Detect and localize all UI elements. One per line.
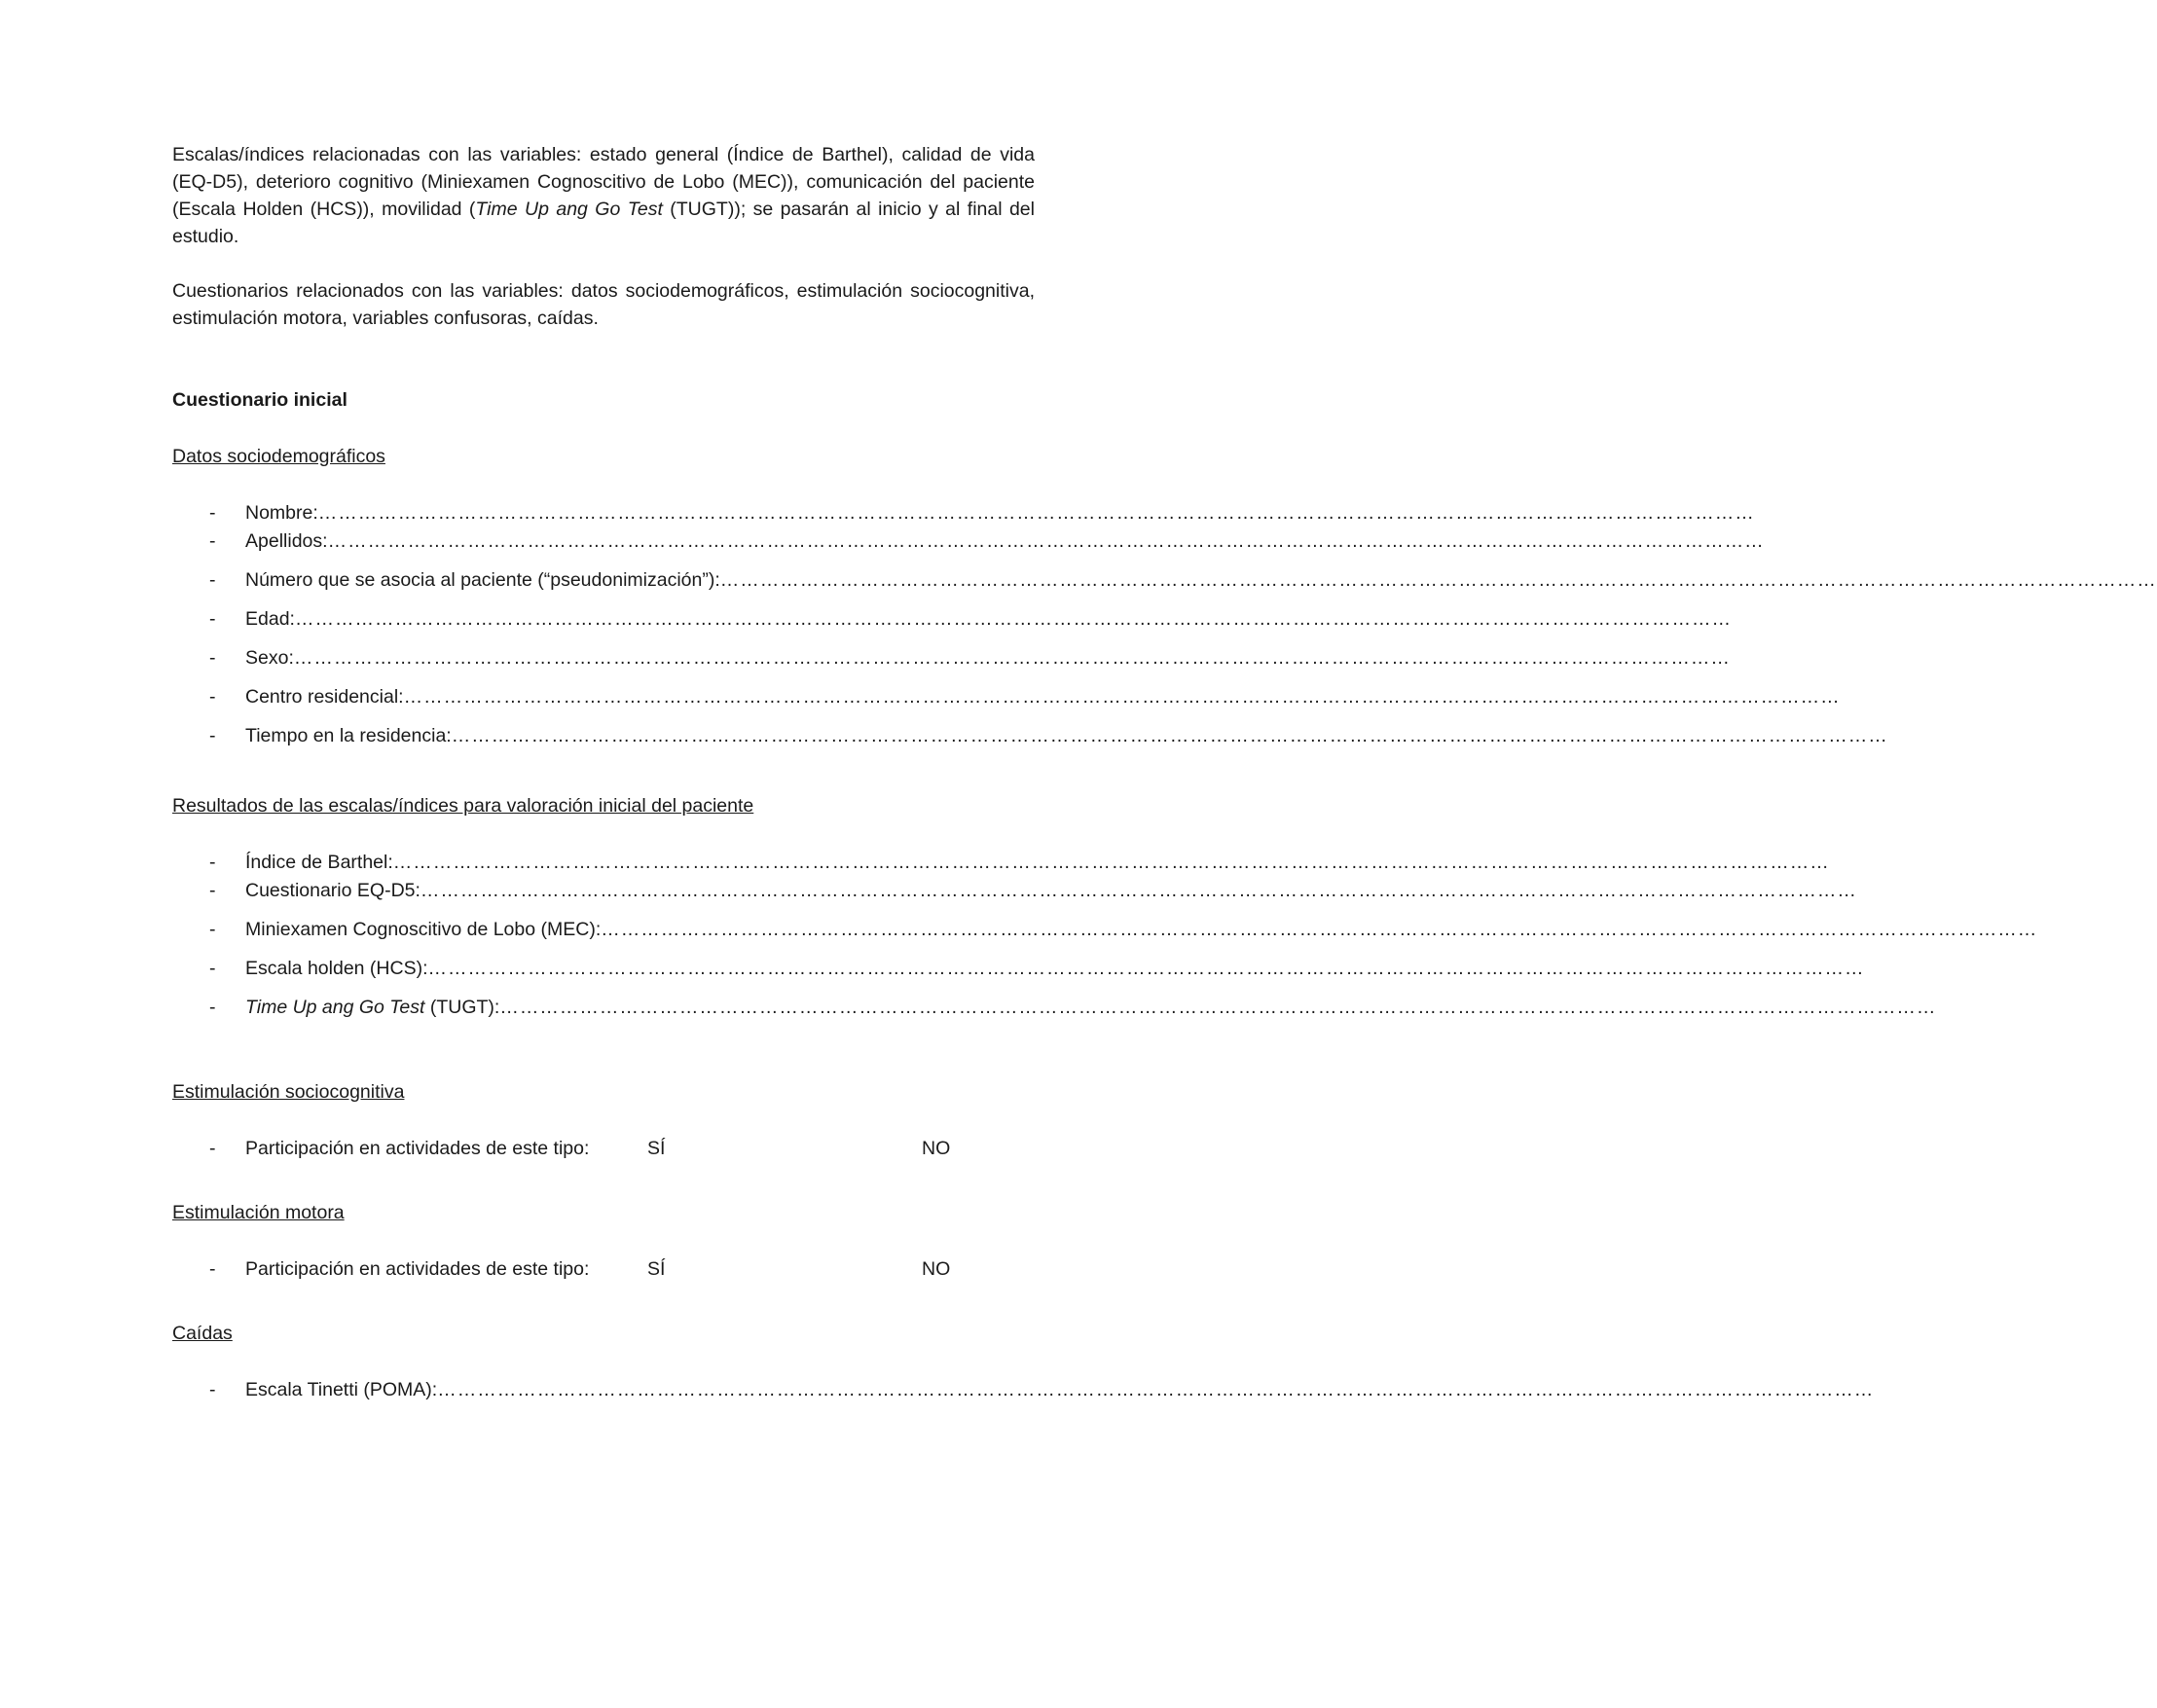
section-title-scales: Resultados de las escalas/índices para valoración inicial del paciente — [172, 795, 754, 817]
intro-paragraph-questionnaires: Cuestionarios relacionados con las variables: datos sociodemográficos, estimulación sociocognitiva, estimulación motora, variables confusoras, caídas. — [172, 280, 1035, 329]
field-sexo[interactable]: - Sexo: ……………………………………………………………………………………………………………………………………………………………………………………………… — [172, 644, 1035, 683]
field-apellidos[interactable]: - Apellidos: ……………………………………………………………………………………………………………………………………………………………………………………………… — [172, 527, 1035, 566]
field-eq-d5[interactable]: - Cuestionario EQ-D5: ……………………………………………………………………………………………………………………………………………………………………………………………… — [172, 877, 1035, 916]
field-barthel[interactable]: - Índice de Barthel: ……………………………………………………………………………………………………………………………………………………………………………………………… — [172, 849, 1035, 877]
field-tiempo-residencia[interactable]: - Tiempo en la residencia: ……………………………………………………………………………………………………………………………………………………………………………………………… — [172, 722, 1035, 761]
field-edad[interactable]: - Edad: ……………………………………………………………………………………………………………………………………………………………………………………………… — [172, 605, 1035, 644]
fill-in-line[interactable]: ……………………………………………………………………………………………………………………………………………………………………………………………… — [719, 569, 2157, 591]
sociocognitive-participation-row: - Participación en actividades de este tipo: SÍ NO — [172, 1135, 1035, 1162]
fill-in-line[interactable]: ……………………………………………………………………………………………………………………………………………………………………………………………… — [420, 880, 1857, 901]
field-numero-paciente[interactable]: - Número que se asocia al paciente (“pseudonimización”): ……………………………………………………………………………………………………………………………………………………………………………………………… — [172, 566, 1035, 605]
motor-participation-row: - Participación en actividades de este tipo: SÍ NO — [172, 1255, 1035, 1283]
section-title-motor: Estimulación motora — [172, 1202, 345, 1223]
fill-in-line[interactable]: ……………………………………………………………………………………………………………………………………………………………………………………………… — [499, 997, 1937, 1018]
fill-in-line[interactable]: ……………………………………………………………………………………………………………………………………………………………………………………………… — [327, 530, 1765, 552]
fill-in-line[interactable]: ……………………………………………………………………………………………………………………………………………………………………………………………… — [437, 1379, 1875, 1400]
fill-in-line[interactable]: ……………………………………………………………………………………………………………………………………………………………………………………………… — [427, 958, 1865, 979]
field-mec[interactable]: - Miniexamen Cognoscitivo de Lobo (MEC): ……………………………………………………………………………………………………………………………………………………………………………………………… — [172, 916, 1035, 955]
section-title-falls: Caídas — [172, 1323, 233, 1344]
scales-fields — [172, 849, 2038, 1033]
motor-no-option[interactable]: NO — [922, 1258, 951, 1280]
sociocognitive-no-option[interactable]: NO — [922, 1138, 951, 1159]
motor-question: Participación en actividades de este tipo: — [245, 1258, 590, 1280]
fill-in-line[interactable]: ……………………………………………………………………………………………………………………………………………………………………………………………… — [293, 647, 1731, 669]
fill-in-line[interactable]: ……………………………………………………………………………………………………………………………………………………………………………………………… — [403, 686, 1841, 708]
section-title-sociodemographic: Datos sociodemográficos — [172, 446, 385, 467]
field-nombre[interactable]: - Nombre: ……………………………………………………………………………………………………………………………………………………………………………………………… — [172, 499, 1035, 527]
field-centro-residencial[interactable]: - Centro residencial: ……………………………………………………………………………………………………………………………………………………………………………………………… — [172, 683, 1035, 722]
questionnaire-title: Cuestionario inicial — [172, 389, 347, 411]
sociocognitive-question: Participación en actividades de este tipo: — [245, 1138, 590, 1159]
section-title-sociocognitive: Estimulación sociocognitiva — [172, 1081, 405, 1103]
fill-in-line[interactable]: ……………………………………………………………………………………………………………………………………………………………………………………………… — [317, 502, 1755, 524]
intro-paragraph-scales: Escalas/índices relacionadas con las variables: estado general (Índice de Barthel), calidad de vida (EQ-D5), deterioro cognitivo (Miniexamen Cognoscitivo de Lobo (MEC)), comunicación del paciente (Escala Holden (HCS)), movilidad (Time Up ang Go Test (TUGT)); se pasarán al inicio y al final del estudio. — [172, 144, 1035, 247]
document-page — [172, 141, 2157, 1404]
sociodemographic-fields — [172, 499, 2157, 761]
fill-in-line[interactable]: ……………………………………………………………………………………………………………………………………………………………………………………………… — [294, 608, 1732, 630]
field-hcs[interactable]: - Escala holden (HCS): ……………………………………………………………………………………………………………………………………………………………………………………………… — [172, 955, 1035, 994]
field-tugt[interactable]: - Time Up ang Go Test (TUGT): ……………………………………………………………………………………………………………………………………………………………………………………………… — [172, 994, 1035, 1033]
falls-fields — [172, 1376, 1875, 1404]
fill-in-line[interactable]: ……………………………………………………………………………………………………………………………………………………………………………………………… — [451, 725, 1888, 746]
fill-in-line[interactable]: ……………………………………………………………………………………………………………………………………………………………………………………………… — [392, 852, 1830, 873]
field-tinetti[interactable]: - Escala Tinetti (POMA): ……………………………………………………………………………………………………………………………………………………………………………………………… — [172, 1376, 1035, 1404]
fill-in-line[interactable]: ……………………………………………………………………………………………………………………………………………………………………………………………… — [601, 919, 2038, 940]
sociocognitive-yes-option[interactable]: SÍ — [647, 1138, 666, 1159]
motor-yes-option[interactable]: SÍ — [647, 1258, 666, 1280]
